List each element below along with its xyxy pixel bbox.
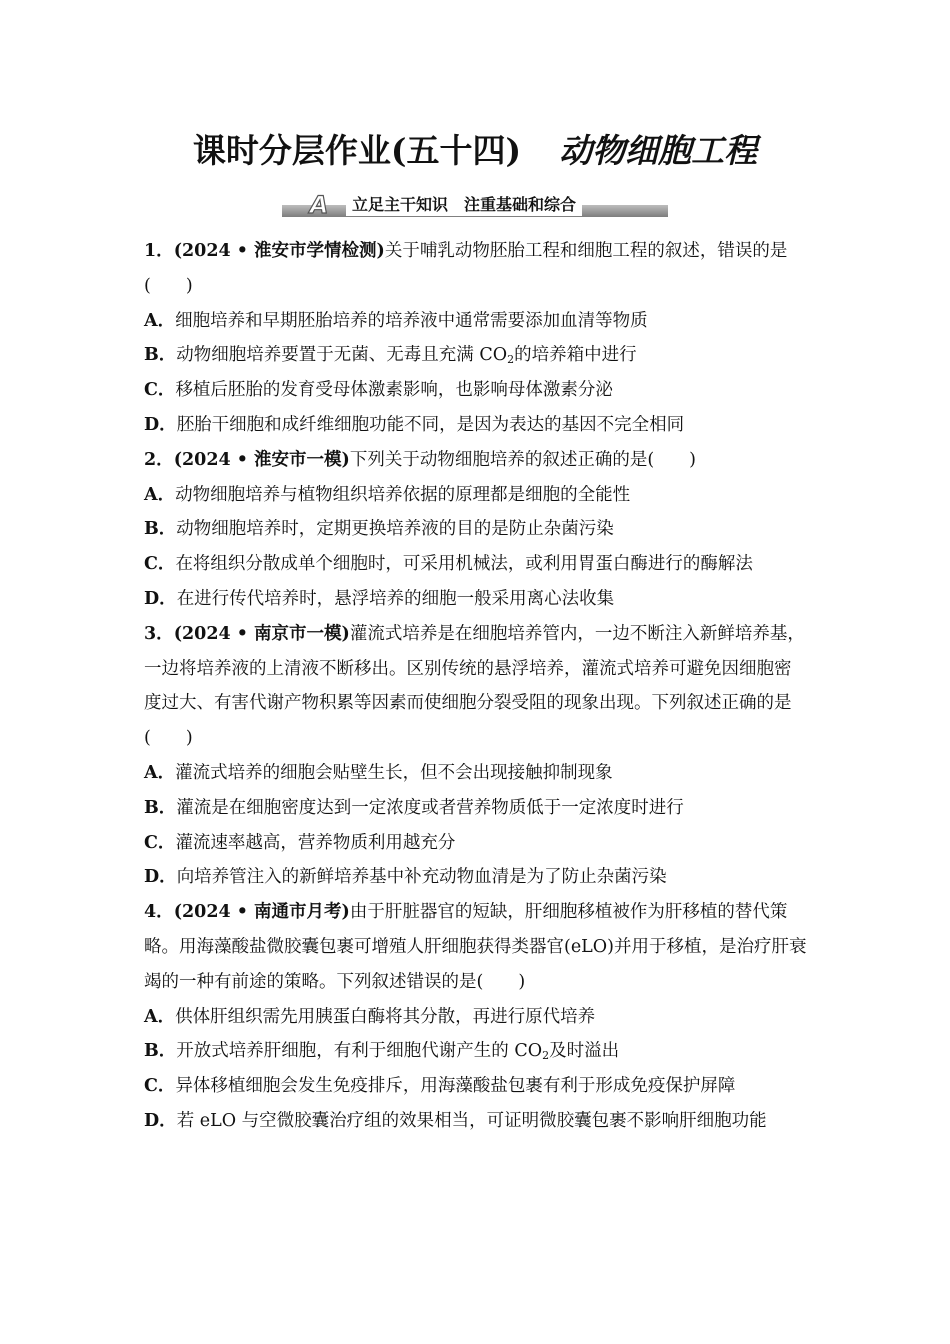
option-1c (144, 373, 808, 408)
option-text: 向培养管注入的新鲜培养基中补充动物血清是为了防止杂菌污染 (176, 867, 667, 888)
option-label: B． (144, 519, 177, 540)
option-1a (144, 304, 808, 339)
option-text: 胚胎干细胞和成纤维细胞功能不同，是因为表达的基因不完全相同 (176, 414, 685, 435)
title-subtitle: 动物细胞工程 (559, 131, 758, 170)
option-label: B． (144, 345, 177, 366)
option-text: 异体移植细胞会发生免疫排斥，用海藻酸盐包裹有利于形成免疫保护屏障 (175, 1076, 736, 1097)
option-3d (144, 860, 808, 895)
option-text-tail: 及时溢出 (549, 1041, 620, 1062)
option-text: 细胞培养和早期胚胎培养的培养液中通常需要添加血清等物质 (175, 310, 648, 331)
option-text: 动物细胞培养与植物组织培养依据的原理都是细胞的全能性 (175, 484, 631, 505)
option-label: C． (144, 1076, 176, 1097)
option-label: D． (144, 1110, 177, 1131)
question-stem: 由于肝脏器官的短缺，肝细胞移植被作为肝移植的替代策略。用海藻酸盐微胶囊包裹可增殖人肝细胞获得类器官(eLO)并用于移植，是治疗肝衰竭的一种有前途的策略。下列叙述错误的是( ) (144, 902, 807, 992)
option-label: D． (144, 588, 177, 609)
option-label: A． (144, 762, 176, 783)
subscript: 2 (542, 1049, 550, 1063)
option-text: 移植后胚胎的发育受母体激素影响，也影响母体激素分泌 (175, 380, 613, 401)
title-main: 课时分层作业(五十四) (192, 131, 522, 170)
option-text: 在将组织分散成单个细胞时，可采用机械法，或利用胃蛋白酶进行的酶解法 (175, 554, 753, 575)
option-text-tail: 的培养箱中进行 (514, 345, 637, 366)
option-text: 灌流是在细胞密度达到一定浓度或者营养物质低于一定浓度时进行 (176, 797, 684, 818)
section-label: 立足主干知识 注重基础和综合 (346, 194, 582, 216)
question-2 (144, 443, 808, 478)
section-badge: A (309, 191, 329, 219)
option-text: 灌流式培养的细胞会贴壁生长，但不会出现接触抑制现象 (175, 762, 613, 783)
option-text: 供体肝组织需先用胰蛋白酶将其分散，再进行原代培养 (175, 1006, 596, 1027)
page-title (0, 125, 950, 172)
question-number: 3． (144, 623, 174, 644)
question-list (144, 234, 808, 1139)
question-3 (144, 617, 808, 756)
option-text: 若 eLO 与空微胶囊治疗组的效果相当，可证明微胶囊包裹不影响肝细胞功能 (176, 1110, 767, 1131)
option-4c (144, 1069, 808, 1104)
question-stem: 关于哺乳动物胚胎工程和细胞工程的叙述，错误的是( ) (144, 241, 788, 296)
option-text: 开放式培养肝细胞，有利于细胞代谢产生的 CO (176, 1041, 543, 1062)
option-label: A． (144, 484, 176, 505)
option-label: C． (144, 554, 176, 575)
option-2a (144, 478, 808, 513)
question-number: 2． (144, 449, 174, 470)
question-source: (2024 • 南通市月考) (173, 902, 350, 923)
option-label: D． (144, 867, 177, 888)
option-label: A． (144, 310, 176, 331)
option-1b (144, 338, 808, 373)
option-label: C． (144, 832, 176, 853)
option-2d (144, 582, 808, 617)
option-text: 动物细胞培养要置于无菌、无毒且充满 CO (176, 345, 508, 366)
option-label: A． (144, 1006, 176, 1027)
option-4b (144, 1034, 808, 1069)
question-number: 4． (144, 902, 174, 923)
question-source: (2024 • 南京市一模) (173, 623, 350, 644)
section-banner (282, 191, 668, 221)
question-1 (144, 234, 808, 304)
option-3b (144, 791, 808, 826)
option-1d (144, 408, 808, 443)
option-4a (144, 1000, 808, 1035)
option-label: B． (144, 797, 177, 818)
question-4 (144, 895, 808, 999)
option-text: 动物细胞培养时，定期更换培养液的目的是防止杂菌污染 (176, 519, 614, 540)
option-label: C． (144, 380, 176, 401)
subscript: 2 (507, 353, 515, 367)
option-text: 在进行传代培养时，悬浮培养的细胞一般采用离心法收集 (176, 588, 615, 609)
question-source: (2024 • 淮安市学情检测) (173, 241, 385, 261)
option-2b (144, 512, 808, 547)
option-3a (144, 756, 808, 791)
option-2c (144, 547, 808, 582)
question-stem: 灌流式培养是在细胞培养管内，一边不断注入新鲜培养基，一边将培养液的上清液不断移出。区别传统的悬浮培养，灌流式培养可避免因细胞密度过大、有害代谢产物积累等因素而使细胞分裂受阻的现象出现。下列叙述正确的是( ) (144, 623, 805, 749)
option-4d (144, 1104, 808, 1139)
question-source: (2024 • 淮安市一模) (173, 449, 350, 470)
question-stem: 下列关于动物细胞培养的叙述正确的是( ) (349, 449, 696, 470)
option-label: B． (144, 1041, 177, 1062)
option-text: 灌流速率越高，营养物质利用越充分 (175, 832, 456, 853)
option-3c (144, 826, 808, 861)
question-number: 1． (144, 241, 174, 261)
option-label: D． (144, 414, 177, 435)
